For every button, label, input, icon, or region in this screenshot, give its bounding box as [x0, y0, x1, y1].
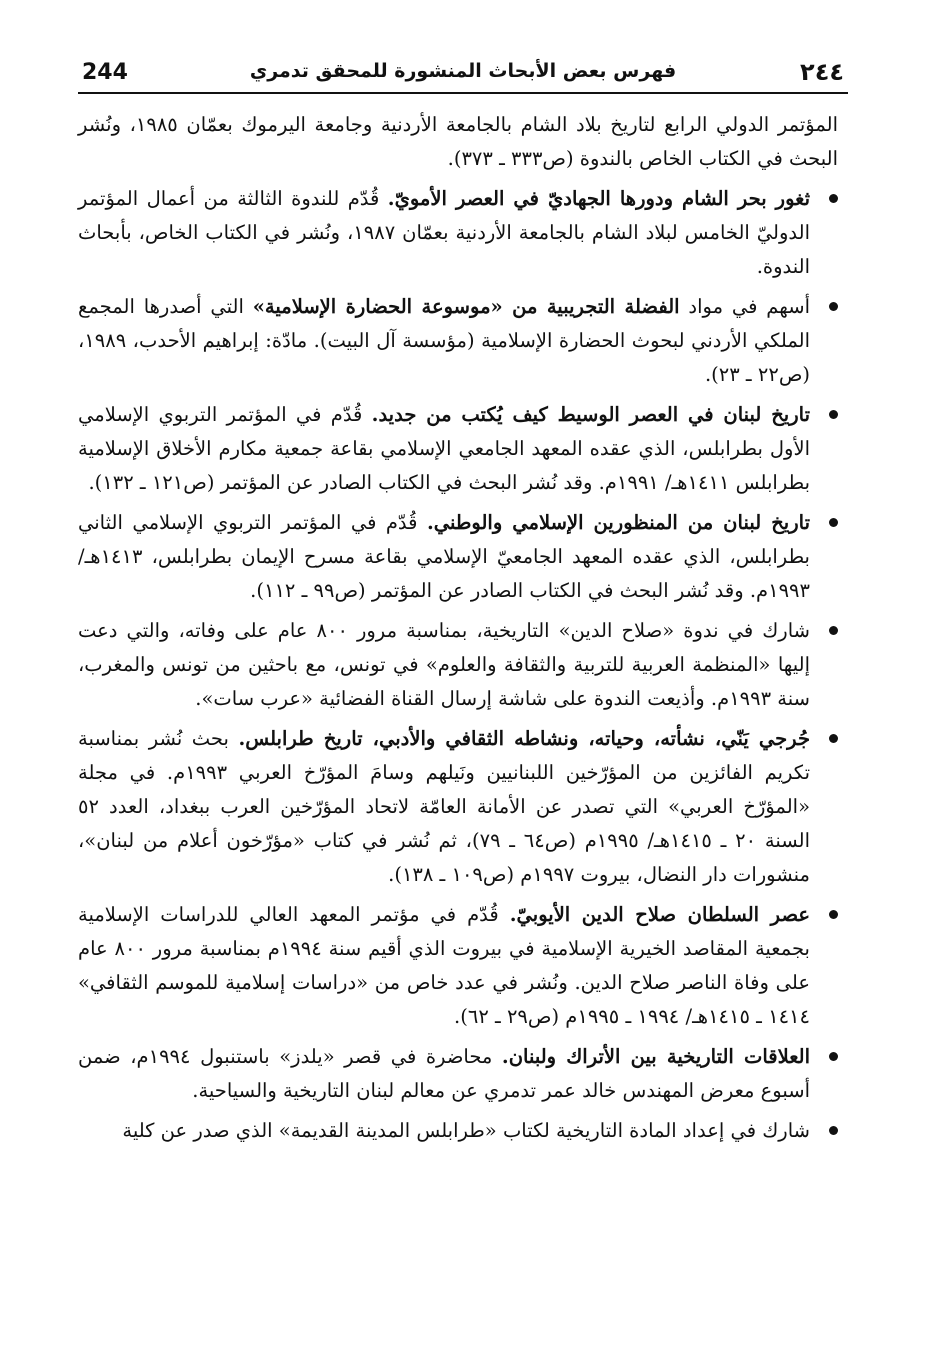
- page-header: [78, 58, 848, 94]
- intro-paragraph: المؤتمر الدولي الرابع لتاريخ بلاد الشام بالجامعة الأردنية وجامعة اليرموك بعمّان ١٩٨٥، ونُشر البحث في الكتاب الخاص بالندوة (ص٣٣٣ ـ ٣٧٣).: [78, 113, 838, 170]
- entry-7: [78, 898, 838, 1034]
- bullet-icon: [829, 410, 838, 419]
- entry-9: [78, 1114, 838, 1148]
- entry-title: عصر السلطان صلاح الدين الأيوبيّ.: [509, 903, 810, 926]
- running-title: فهرس بعض الأبحاث المنشورة للمحقق تدمري: [249, 60, 677, 82]
- entry-lead: أسهم في مواد: [679, 295, 810, 318]
- entry-text: شارك في ندوة «صلاح الدين» التاريخية، بمناسبة مرور ٨٠٠ عام على وفاته، والتي دعت إليها «المنظمة العربية للتربية والثقافة والعلوم» في تونس، مع باحثين من تونس والمغرب، سنة ١٩٩٣م. وأذيعت الندوة على شاشة إرسال القناة الفضائية «عرب سات».: [78, 619, 810, 710]
- entry-4: [78, 506, 838, 608]
- entry-text: قُدّم في مؤتمر المعهد العالي للدراسات الإسلامية بجمعية المقاصد الخيرية الإسلامية في بيروت الذي أقيم سنة ١٩٩٤م بمناسبة مرور ٨٠٠ عام على وفاة الناصر صلاح الدين. ونُشر في عدد خاص من «دراسات إسلامية للموسم الثقافي» ١٤١٤ ـ ١٤١٥هـ/ ١٩٩٤ ـ ١٩٩٥م (ص٢٩ ـ ٦٢).: [78, 903, 810, 1028]
- bullet-icon: [829, 302, 838, 311]
- entry-title: العلاقات التاريخية بين الأتراك ولبنان.: [501, 1045, 811, 1068]
- entry-8: [78, 1040, 838, 1108]
- entry-title: ثغور بحر الشام ودورها الجهاديّ في العصر الأمويّ.: [387, 187, 810, 210]
- entry-title: تاريخ لبنان في العصر الوسيط كيف يُكتب من جديد.: [371, 403, 811, 426]
- entry-3: [78, 398, 838, 500]
- bullet-icon: [829, 910, 838, 919]
- bullet-icon: [829, 518, 838, 527]
- bullet-icon: [829, 1052, 838, 1061]
- entry-1: [78, 182, 838, 284]
- entry-text: بحث نُشر بمناسبة تكريم الفائزين من المؤرّخين اللبنانيين ونَيلهم وسامَ المؤرّخ العربي ١٩٩٣م. في مجلة «المؤرّخ العربي» التي تصدر عن الأمانة العامّة لاتحاد المؤرّخين العرب ببغداد، العدد ٥٢ السنة ٢٠ ـ ١٤١٥هـ/ ١٩٩٥م (ص٦٤ ـ ٧٩)، ثم نُشر في كتاب «مؤرّخون أعلام من لبنان»، منشورات دار النضال، بيروت ١٩٩٧م (ص١٠٩ ـ ١٣٨).: [78, 727, 810, 886]
- entry-6: [78, 722, 838, 892]
- entry-text: محاضرة في قصر «يلدز» باستنبول ١٩٩٤م، ضمن أسبوع معرض المهندس خالد عمر تدمري عن معالم لبنان التاريخية والسياحية.: [78, 1045, 810, 1102]
- bullet-icon: [829, 626, 838, 635]
- entry-text: التي أصدرها المجمع الملكي الأردني لبحوث الحضارة الإسلامية (مؤسسة آل البيت). مادّة: إبراهيم الأحدب، ١٩٨٩، (ص٢٢ ـ ٢٣).: [78, 295, 810, 386]
- entry-title: جُرجي يَنّي، نشأته، وحياته، ونشاطه الثقافي والأدبي، تاريخ طرابلس.: [238, 727, 810, 750]
- entry-title: تاريخ لبنان من المنظورين الإسلامي والوطني.: [426, 511, 810, 534]
- entry-2: [78, 290, 838, 392]
- bullet-icon: [829, 1126, 838, 1135]
- page-number-arabic: ٢٤٤: [800, 58, 844, 86]
- entry-5: [78, 614, 838, 716]
- entry-text: قُدّم في المؤتمر التربوي الإسلامي الأول بطرابلس، الذي عقده المعهد الجامعي الإسلامي بقاعة جمعية مكارم الأخلاق الإسلامية بطرابلس ١٤١١هـ/ ١٩٩١م. وقد نُشر البحث في الكتاب الصادر عن المؤتمر (ص١٢١ ـ ١٣٢).: [78, 403, 810, 494]
- page-number-latin: 244: [82, 60, 128, 85]
- entry-text: قُدّم في المؤتمر التربوي الإسلامي الثاني بطرابلس، الذي عقده المعهد الجامعيّ الإسلامي بقاعة مسرح الإيمان بطرابلس، ١٤١٣هـ/ ١٩٩٣م. وقد نُشر البحث في الكتاب الصادر عن المؤتمر (ص٩٩ ـ ١١٢).: [78, 511, 810, 602]
- entry-text: شارك في إعداد المادة التاريخية لكتاب «طرابلس المدينة القديمة» الذي صدر عن كلية: [122, 1119, 810, 1142]
- entry-title: الفضلة التجريبية من «موسوعة الحضارة الإسلامية»: [252, 295, 680, 318]
- entry-text: قُدّم للندوة الثالثة من أعمال المؤتمر الدوليّ الخامس لبلاد الشام بالجامعة الأردنية بعمّان ١٩٨٧، ونُشر في الكتاب الخاص، بأبحاث الندوة.: [78, 187, 810, 278]
- bullet-icon: [829, 734, 838, 743]
- page-body: [78, 108, 838, 1154]
- bullet-icon: [829, 194, 838, 203]
